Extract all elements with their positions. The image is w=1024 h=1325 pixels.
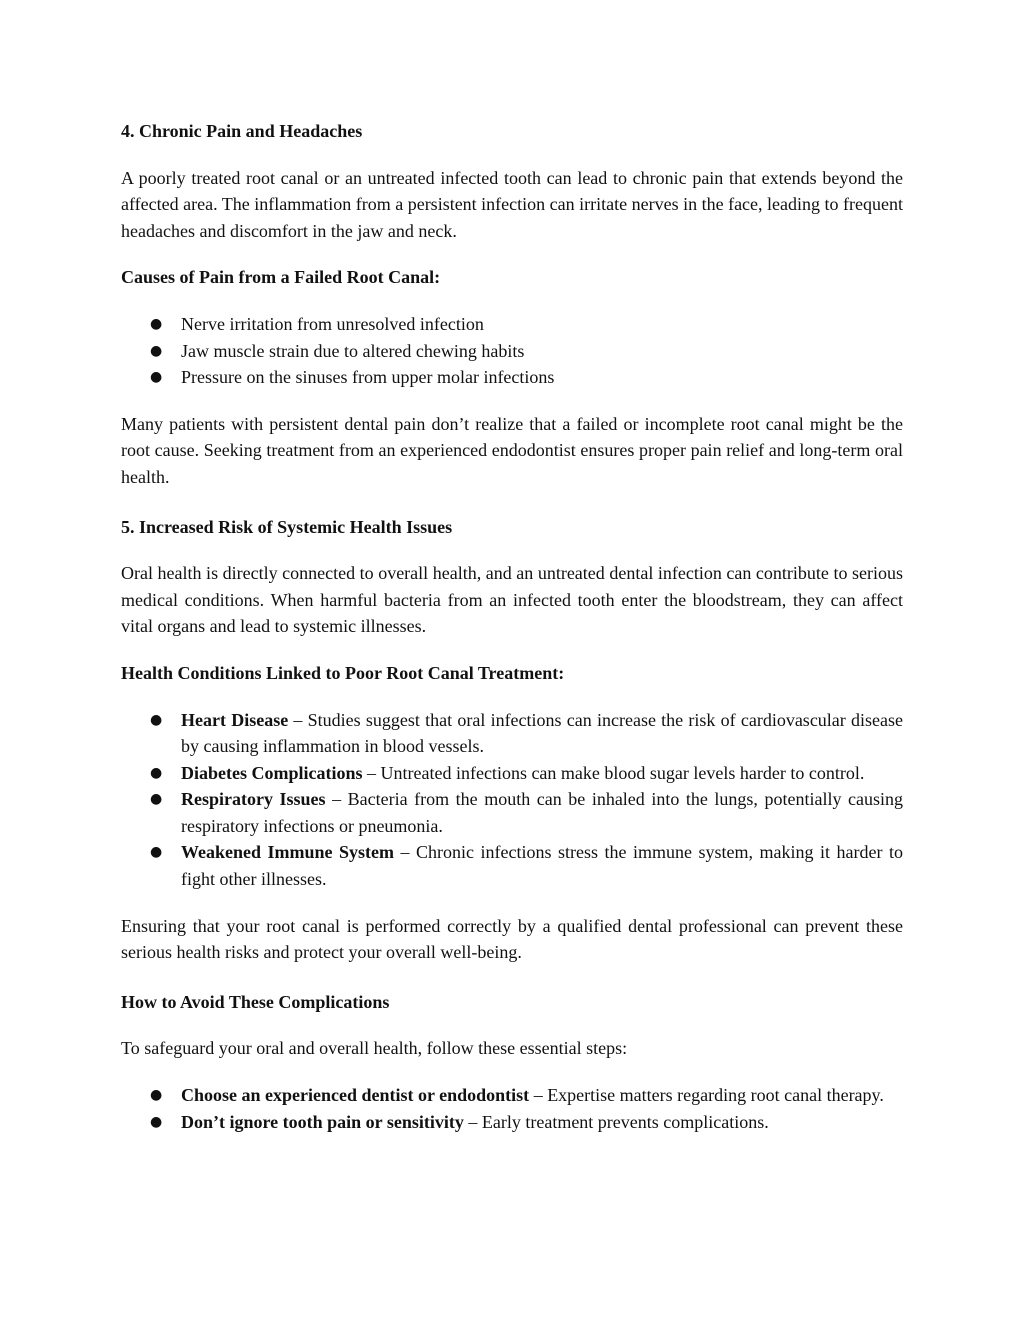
bullet-icon: ● bbox=[150, 844, 163, 861]
bullet-icon: ● bbox=[150, 764, 163, 781]
document-page bbox=[121, 118, 903, 1135]
list-item: ● Respiratory Issues – Bacteria from the mouth can be inhaled into the lungs, potentially causing respiratory infections or pneumonia. bbox=[121, 786, 903, 839]
bullet-icon: ● bbox=[150, 1113, 163, 1130]
bullet-icon: ● bbox=[150, 711, 163, 728]
paragraph-avoid-intro: To safeguard your oral and overall health, follow these essential steps: bbox=[121, 1038, 628, 1059]
section-heading-systemic-health: 5. Increased Risk of Systemic Health Issues bbox=[121, 516, 453, 537]
list-item-term: Don’t ignore tooth pain or sensitivity bbox=[181, 1111, 464, 1132]
list-item: ● Pressure on the sinuses from upper molar infections bbox=[121, 364, 903, 391]
list-item: ● Jaw muscle strain due to altered chewing habits bbox=[121, 338, 903, 365]
paragraph-systemic-outro: Ensuring that your root canal is performed correctly by a qualified dental professional can prevent these serious health risks and protect your overall well-being. bbox=[121, 915, 903, 963]
bullet-icon: ● bbox=[150, 369, 163, 386]
section-heading-avoid-complications: How to Avoid These Complications bbox=[121, 991, 390, 1012]
paragraph-chronic-pain-intro: A poorly treated root canal or an untreated infected tooth can lead to chronic pain that extends beyond the affected area. The inflammation from a persistent infection can irritate nerves in the face, leading to frequent headaches and discomfort in the jaw and neck. bbox=[121, 167, 903, 241]
list-item-term: Weakened Immune System bbox=[181, 842, 395, 863]
list-item: ● Choose an experienced dentist or endodontist – Expertise matters regarding root canal therapy. bbox=[121, 1082, 903, 1109]
list-item: ● Don’t ignore tooth pain or sensitivity – Early treatment prevents complications. bbox=[121, 1109, 903, 1136]
list-health-conditions bbox=[121, 707, 903, 893]
bullet-icon: ● bbox=[150, 342, 163, 359]
subheading-health-conditions: Health Conditions Linked to Poor Root Canal Treatment: bbox=[121, 662, 565, 683]
list-item: ● Nerve irritation from unresolved infection bbox=[121, 311, 903, 338]
list-item-term: Choose an experienced dentist or endodontist bbox=[181, 1085, 530, 1106]
bullet-icon: ● bbox=[150, 315, 163, 332]
list-item-term: Heart Disease bbox=[181, 709, 289, 730]
section-heading-chronic-pain: 4. Chronic Pain and Headaches bbox=[121, 121, 363, 141]
list-causes-of-pain bbox=[121, 311, 903, 391]
paragraph-systemic-intro: Oral health is directly connected to overall health, and an untreated dental infection can contribute to serious medical conditions. When harmful bacteria from an infected tooth enter the bloodstream, they can affect vital organs and lead to systemic illnesses. bbox=[121, 563, 903, 637]
list-item-term: Diabetes Complications bbox=[181, 762, 363, 783]
list-item: ● Weakened Immune System – Chronic infections stress the immune system, making it harder to fight other illnesses. bbox=[121, 839, 903, 892]
bullet-icon: ● bbox=[150, 1087, 163, 1104]
list-item-term: Respiratory Issues bbox=[181, 789, 326, 810]
list-avoid-steps bbox=[121, 1082, 903, 1135]
list-item: ● Heart Disease – Studies suggest that oral infections can increase the risk of cardiovascular disease by causing inflammation in blood vessels. bbox=[121, 707, 903, 760]
list-item: ● Diabetes Complications – Untreated infections can make blood sugar levels harder to control. bbox=[121, 760, 903, 787]
paragraph-chronic-pain-outro: Many patients with persistent dental pain don’t realize that a failed or incomplete root canal might be the root cause. Seeking treatment from an experienced endodontist ensures proper pain relief and long-term oral health. bbox=[121, 413, 903, 487]
subheading-causes-of-pain: Causes of Pain from a Failed Root Canal: bbox=[121, 267, 441, 288]
bullet-icon: ● bbox=[150, 791, 163, 808]
